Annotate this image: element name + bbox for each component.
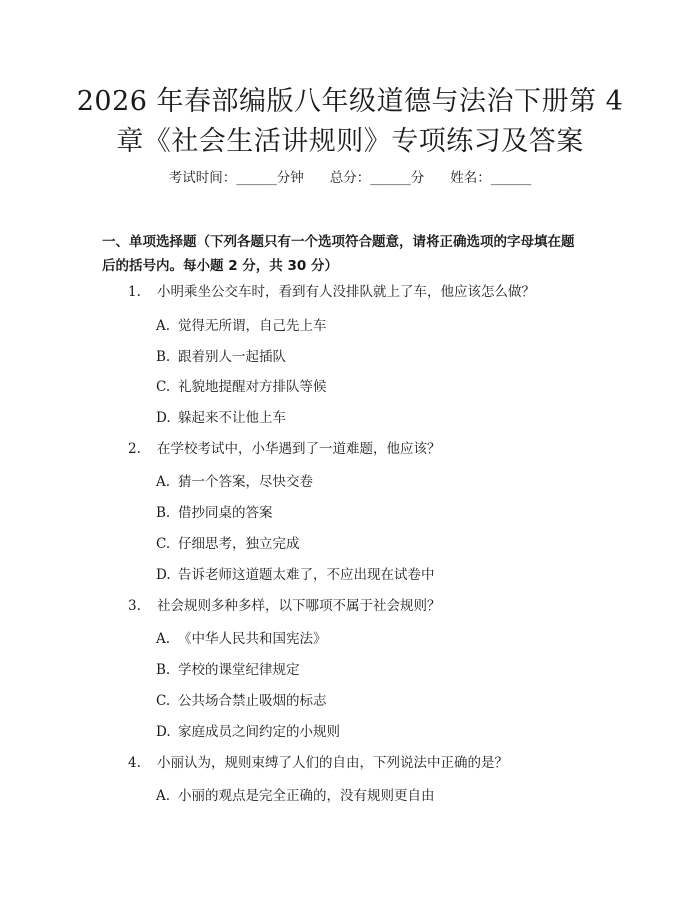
question-1: [128, 282, 598, 302]
q3-option-c: [156, 691, 596, 711]
section-heading: [102, 230, 602, 278]
option-letter: A.: [156, 318, 171, 334]
q3-option-b: [156, 660, 596, 680]
option-letter: C.: [156, 536, 171, 552]
option-letter: A.: [156, 788, 171, 804]
total-score-label: 总分：______分: [329, 170, 425, 186]
document-title: [0, 82, 700, 162]
option-text: 觉得无所谓，自己先上车: [178, 318, 327, 334]
question-number: 2.: [128, 441, 141, 457]
question-2: [128, 439, 598, 459]
name-label: 姓名：______: [450, 170, 532, 186]
option-text: 家庭成员之间约定的小规则: [178, 724, 340, 740]
option-letter: C.: [156, 693, 171, 709]
option-letter: A.: [156, 631, 171, 647]
question-text: 社会规则多种多样，以下哪项不属于社会规则？: [157, 598, 441, 614]
option-text: 公共场合禁止吸烟的标志: [178, 693, 327, 709]
option-letter: C.: [156, 379, 171, 395]
section-heading-line-2: 后的括号内。每小题 2 分，共 30 分）: [102, 258, 338, 274]
question-text: 小明乘坐公交车时，看到有人没排队就上了车，他应该怎么做？: [157, 284, 535, 300]
option-letter: B.: [156, 662, 171, 678]
option-text: 跟着别人一起插队: [178, 349, 286, 365]
option-letter: D.: [156, 567, 171, 583]
option-letter: A.: [156, 474, 171, 490]
exam-info-line: [0, 168, 700, 188]
question-text: 在学校考试中，小华遇到了一道难题，他应该？: [157, 441, 441, 457]
q4-option-a: [156, 786, 596, 806]
question-4: [128, 753, 598, 773]
option-text: 小丽的观点是完全正确的，没有规则更自由: [178, 788, 435, 804]
question-3: [128, 596, 598, 616]
question-number: 4.: [128, 755, 141, 771]
q3-option-a: [156, 629, 596, 649]
title-line-2: 章《社会生活讲规则》专项练习及答案: [116, 126, 584, 157]
option-text: 仔细思考，独立完成: [178, 536, 300, 552]
q2-option-b: [156, 503, 596, 523]
section-heading-line-1: 一、单项选择题（下列各题只有一个选项符合题意，请将正确选项的字母填在题: [102, 234, 575, 250]
q2-option-d: [156, 565, 596, 585]
question-number: 1.: [128, 284, 141, 300]
option-text: 躲起来不让他上车: [178, 410, 286, 426]
q3-option-d: [156, 722, 596, 742]
option-text: 告诉老师这道题太难了，不应出现在试卷中: [178, 567, 435, 583]
question-number: 3.: [128, 598, 141, 614]
option-text: 学校的课堂纪律规定: [178, 662, 300, 678]
q1-option-b: [156, 347, 596, 367]
option-letter: D.: [156, 724, 171, 740]
q1-option-a: [156, 316, 596, 336]
option-text: 借抄同桌的答案: [178, 505, 273, 521]
q1-option-c: [156, 377, 596, 397]
q1-option-d: [156, 408, 596, 428]
q2-option-c: [156, 534, 596, 554]
title-line-1: 2026 年春部编版八年级道德与法治下册第 4: [76, 86, 624, 117]
option-text: 礼貌地提醒对方排队等候: [178, 379, 327, 395]
q2-option-a: [156, 472, 596, 492]
exam-time-label: 考试时间：______分钟: [168, 170, 304, 186]
option-letter: B.: [156, 349, 171, 365]
option-text: 猜一个答案，尽快交卷: [178, 474, 313, 490]
option-letter: B.: [156, 505, 171, 521]
option-letter: D.: [156, 410, 171, 426]
option-text: 《中华人民共和国宪法》: [178, 631, 327, 647]
question-text: 小丽认为，规则束缚了人们的自由，下列说法中正确的是？: [157, 755, 508, 771]
